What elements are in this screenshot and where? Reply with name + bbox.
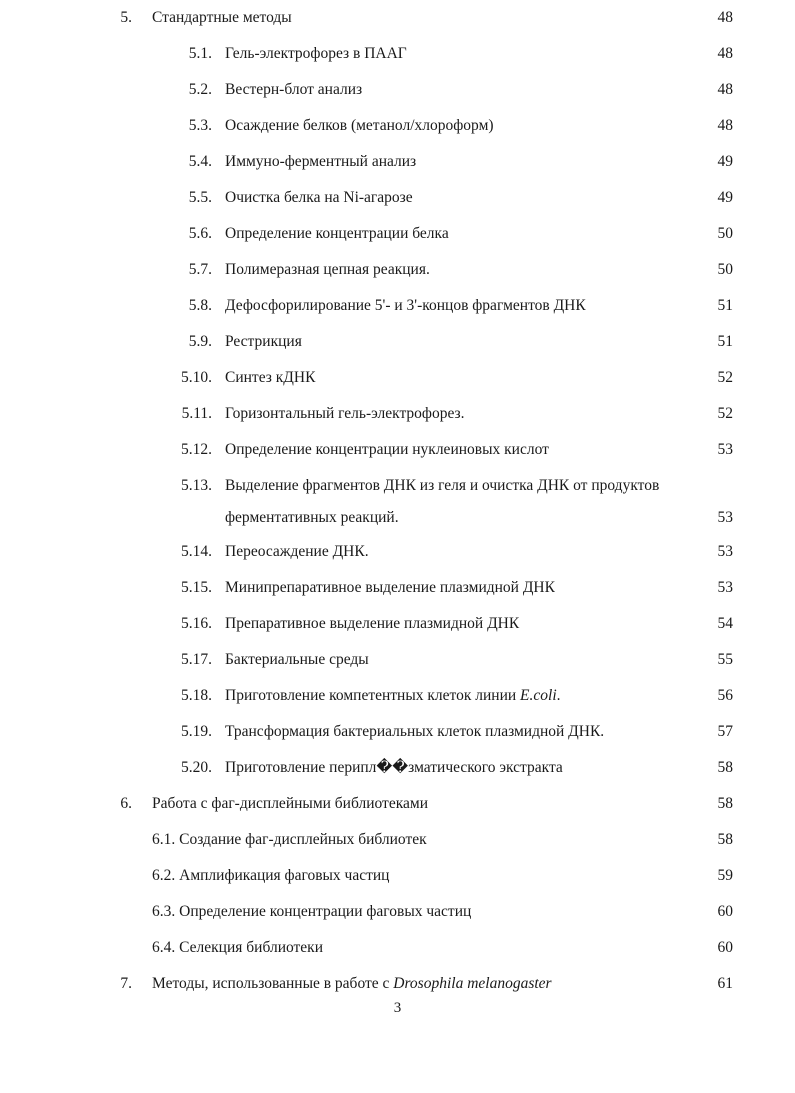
entry-label: Приготовление перипл��зматического экстракта [225,759,563,776]
toc-entry[interactable] [0,288,795,324]
page-folio-number: 3 [393,1000,402,1016]
toc-entry[interactable] [0,930,795,966]
toc-entry[interactable] [0,966,795,1002]
entry-label [225,678,561,714]
entry-page-number: 58 [717,795,733,812]
toc-entry[interactable] [0,822,795,858]
toc-entry[interactable] [0,72,795,108]
entry-page-number: 55 [717,651,733,668]
entry-label-suffix: . [556,687,561,704]
entry-label-italic: Drosophila melanogaster [393,975,552,992]
entry-page-number: 59 [717,867,733,884]
entry-number: 5.11. [181,405,212,422]
entry-label: Осаждение белков (метанол/хлороформ) [225,117,494,134]
entry-page-number: 49 [717,153,733,170]
entry-page-number: 60 [717,939,733,956]
entry-label: Бактериальные среды [225,651,369,668]
entry-number: 5.18. [181,687,212,704]
entry-label: Выделение фрагментов ДНК из геля и очистка ДНК от продуктов [225,477,660,494]
entry-number: 5.12. [181,441,212,458]
entry-label-text: Методы, использованные в работе с [152,975,394,992]
toc-entry[interactable] [0,858,795,894]
entry-label-italic: E.coli [520,687,557,704]
entry-label-text: Приготовление компетентных клеток линии [225,687,521,704]
toc-entry[interactable] [0,432,795,468]
entry-label: Определение концентрации белка [225,225,449,242]
entry-page-number: 61 [717,975,733,992]
toc-entry[interactable] [0,468,795,534]
entry-label: Гель-электрофорез в ПААГ [225,45,407,62]
entry-page-number: 58 [717,831,733,848]
entry-label: Иммуно-ферментный анализ [225,153,417,170]
entry-label: 6.4. Селекция библиотеки [152,939,324,956]
entry-number: 5.20. [181,759,212,776]
entry-page-number: 48 [717,81,733,98]
entry-label: Стандартные методы [152,9,292,26]
entry-page-number: 48 [717,117,733,134]
entry-page-number: 51 [717,297,733,314]
entry-label: 6.1. Создание фаг-дисплейных библиотек [152,831,427,848]
entry-label [152,966,552,1002]
entry-label: Рестрикция [225,333,302,350]
entry-number: 5.7. [188,261,212,278]
entry-page-number: 49 [717,189,733,206]
entry-page-number: 54 [717,615,733,632]
entry-page-number: 60 [717,903,733,920]
toc-entry[interactable] [0,606,795,642]
entry-number: 7. [120,975,132,992]
entry-number: 5.6. [188,225,212,242]
entry-number: 5.17. [181,651,212,668]
toc-entry[interactable] [0,252,795,288]
toc-entry[interactable] [0,396,795,432]
entry-label: 6.3. Определение концентрации фаговых частиц [152,903,472,920]
entry-label: Работа с фаг-дисплейными библиотеками [152,795,428,812]
entry-number: 5.1. [188,45,212,62]
entry-page-number: 56 [717,687,733,704]
toc-entry[interactable] [0,0,795,36]
toc-entry[interactable] [0,36,795,72]
toc-entry[interactable] [0,360,795,396]
toc-entry[interactable] [0,534,795,570]
toc-entry[interactable] [0,324,795,360]
entry-label: Определение концентрации нуклеиновых кислот [225,441,549,458]
toc-entry[interactable] [0,108,795,144]
entry-label: Вестерн-блот анализ [225,81,363,98]
toc-entry[interactable] [0,786,795,822]
entry-label: Полимеразная цепная реакция. [225,261,430,278]
entry-label: Горизонтальный гель-электрофорез. [225,405,465,422]
toc-entry[interactable] [0,216,795,252]
entry-number: 5.16. [181,615,212,632]
toc-entry[interactable] [0,642,795,678]
entry-page-number: 50 [717,225,733,242]
entry-number: 5.10. [181,369,212,386]
entry-page-number: 58 [717,759,733,776]
entry-number: 5.13. [181,477,212,494]
toc-entry[interactable] [0,144,795,180]
entry-number: 5. [120,9,132,26]
entry-page-number: 52 [717,369,733,386]
toc-entry[interactable] [0,750,795,786]
entry-label: Препаративное выделение плазмидной ДНК [225,615,520,632]
entry-page-number: 57 [717,723,733,740]
entry-label: Минипрепаративное выделение плазмидной ДНК [225,579,555,596]
entry-number: 5.15. [181,579,212,596]
entry-label: Синтез кДНК [225,369,316,386]
toc-entry[interactable] [0,570,795,606]
entry-number: 5.4. [188,153,212,170]
entry-label: 6.2. Амплификация фаговых частиц [152,867,390,884]
toc-entry[interactable] [0,714,795,750]
entry-number: 5.8. [188,297,212,314]
entry-number: 5.3. [188,117,212,134]
entry-number: 5.14. [181,543,212,560]
entry-page-number: 51 [717,333,733,350]
entry-number: 5.19. [181,723,212,740]
entry-number: 5.2. [188,81,212,98]
entry-label: Переосаждение ДНК. [225,543,369,560]
entry-page-number: 53 [717,509,733,526]
toc-entry[interactable] [0,180,795,216]
entry-label-continuation: ферментативных реакций. [225,509,399,526]
entry-label: Очистка белка на Ni-агарозе [225,189,413,206]
entry-page-number: 53 [717,543,733,560]
entry-page-number: 48 [717,9,733,26]
entry-label: Трансформация бактериальных клеток плазмидной ДНК. [225,723,605,740]
entry-number: 5.9. [188,333,212,350]
entry-number: 5.5. [188,189,212,206]
entry-page-number: 53 [717,441,733,458]
toc-entry[interactable] [0,894,795,930]
entry-number: 6. [120,795,132,812]
toc-entry[interactable] [0,678,795,714]
entry-page-number: 52 [717,405,733,422]
entry-page-number: 50 [717,261,733,278]
entry-page-number: 48 [717,45,733,62]
entry-label: Дефосфорилирование 5'- и 3'-концов фрагментов ДНК [225,297,586,314]
entry-page-number: 53 [717,579,733,596]
